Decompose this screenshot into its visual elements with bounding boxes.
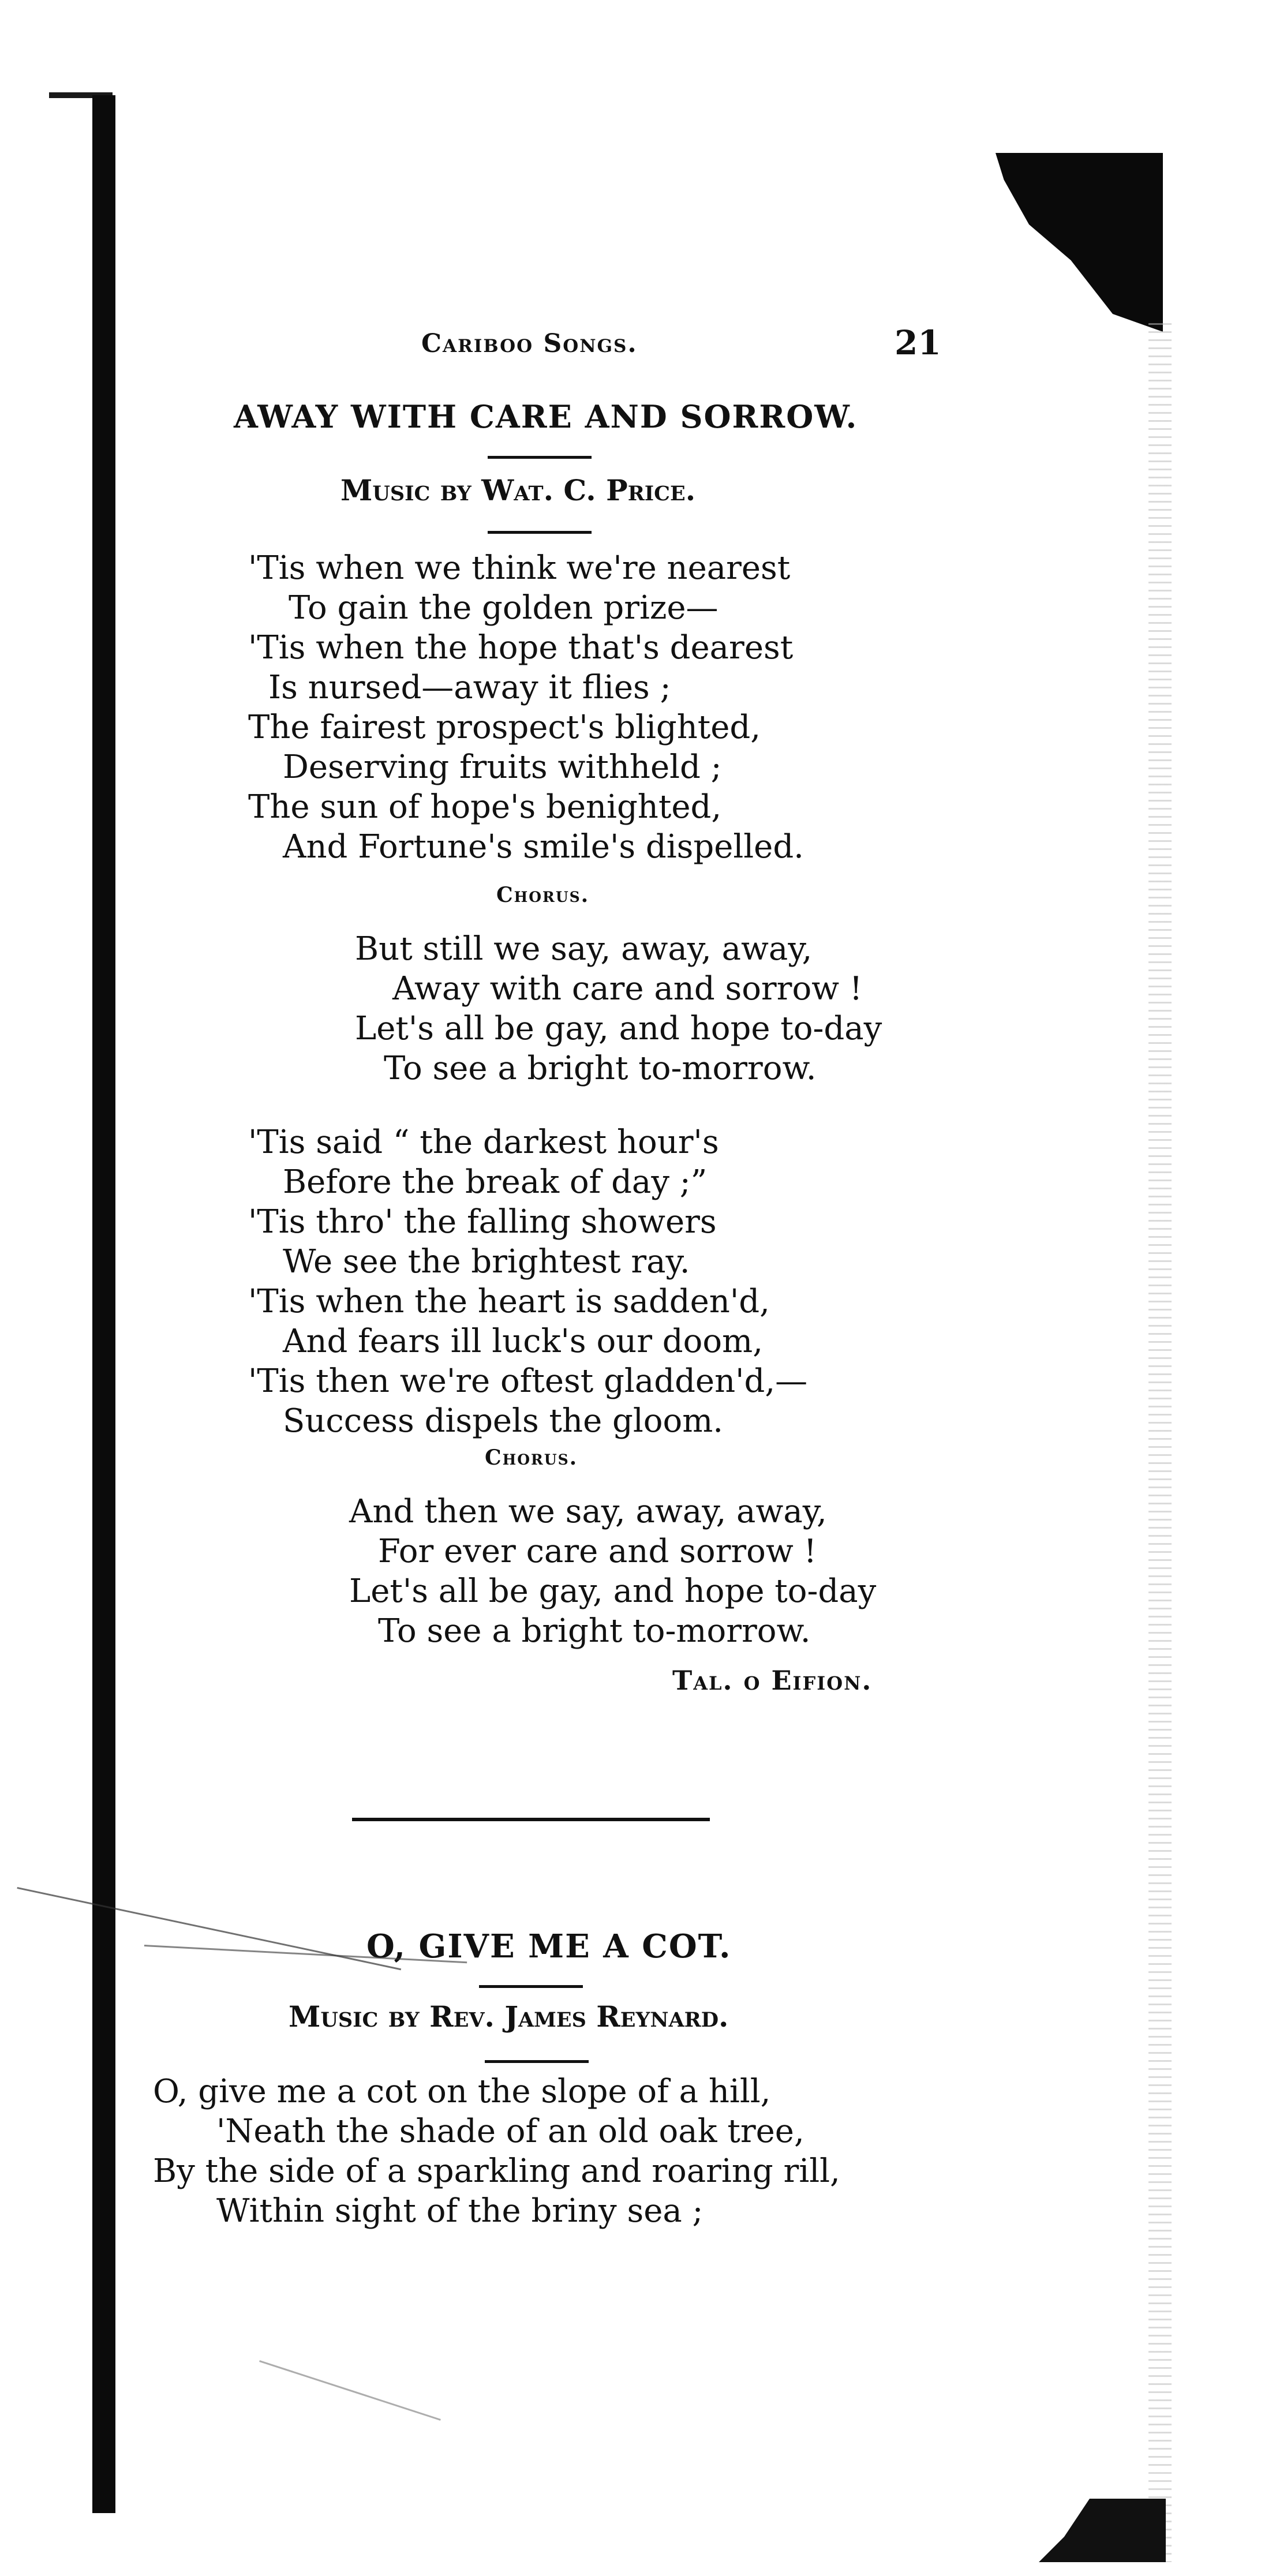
chorus-line: Let's all be gay, and hope to-day <box>349 1572 877 1610</box>
song2-credit: Music by Rev. James Reynard. <box>289 2000 729 2034</box>
verse-line: 'Neath the shade of an old oak tree, <box>216 2113 804 2150</box>
chorus-line: Away with care and sorrow ! <box>392 970 863 1008</box>
verse-line: Success dispels the gloom. <box>283 1402 724 1440</box>
verse-line: 'Tis when the heart is sadden'd, <box>248 1283 770 1320</box>
running-head: Cariboo Songs. <box>421 329 638 358</box>
chorus-line: Let's all be gay, and hope to-day <box>355 1010 882 1047</box>
binding-spine <box>92 95 115 2513</box>
verse-line: 'Tis thro' the falling showers <box>248 1203 717 1241</box>
torn-right-edge <box>1148 323 1172 2562</box>
song1-chorus2 <box>349 1492 876 1651</box>
page-number: 21 <box>895 323 941 362</box>
chorus-line: And then we say, away, away, <box>349 1493 827 1530</box>
bleed-through-line <box>259 2360 441 2421</box>
chorus-line: For ever care and sorrow ! <box>378 1533 817 1570</box>
song2-verse1 <box>153 2072 840 2231</box>
verse-line: We see the brightest ray. <box>283 1243 690 1280</box>
verse-line: By the side of a sparkling and roaring rill, <box>153 2152 840 2190</box>
verse-line: And fears ill luck's our doom, <box>283 1323 763 1360</box>
song1-verse1 <box>248 548 804 867</box>
song1-chorus1 <box>355 929 882 1088</box>
song1-title-rule <box>488 456 592 459</box>
song1-chorus2-label: Chorus. <box>485 1446 578 1470</box>
song1-credit: Music by Wat. C. Price. <box>340 473 696 507</box>
page-bottom-damage <box>1039 2499 1166 2562</box>
verse-line: O, give me a cot on the slope of a hill, <box>153 2073 771 2110</box>
song1-author-signature: Tal. o Eifion. <box>672 1665 873 1696</box>
verse-line: And Fortune's smile's dispelled. <box>283 828 804 866</box>
song1-chorus1-label: Chorus. <box>496 883 590 907</box>
verse-line: Deserving fruits withheld ; <box>283 748 722 786</box>
verse-line: Is nursed—away it flies ; <box>268 669 671 706</box>
song2-title-rule <box>479 1985 583 1988</box>
verse-line: Before the break of day ;” <box>283 1163 708 1201</box>
song2-title: O, GIVE ME A COT. <box>366 1927 732 1965</box>
chorus-line: But still we say, away, away, <box>355 930 813 968</box>
song2-credit-rule <box>485 2060 589 2063</box>
song1-verse2 <box>248 1122 807 1441</box>
verse-line: 'Tis when we think we're nearest <box>248 549 791 587</box>
verse-line: To gain the golden prize— <box>289 589 719 627</box>
section-divider <box>352 1818 710 1821</box>
chorus-line: To see a bright to-morrow. <box>378 1612 811 1650</box>
verse-line: Within sight of the briny sea ; <box>216 2192 704 2230</box>
verse-line: The fairest prospect's blighted, <box>248 709 761 746</box>
song1-credit-rule <box>488 531 592 534</box>
verse-line: 'Tis said “ the darkest hour's <box>248 1124 719 1161</box>
verse-line: 'Tis then we're oftest gladden'd,— <box>248 1362 808 1400</box>
page-corner-damage <box>996 153 1163 332</box>
chorus-line: To see a bright to-morrow. <box>384 1050 817 1087</box>
page-header <box>381 323 958 369</box>
verse-line: The sun of hope's benighted, <box>248 788 722 826</box>
song1-title: AWAY WITH CARE AND SORROW. <box>234 398 858 435</box>
bleed-through-line <box>17 1887 401 1970</box>
verse-line: 'Tis when the hope that's dearest <box>248 629 794 667</box>
